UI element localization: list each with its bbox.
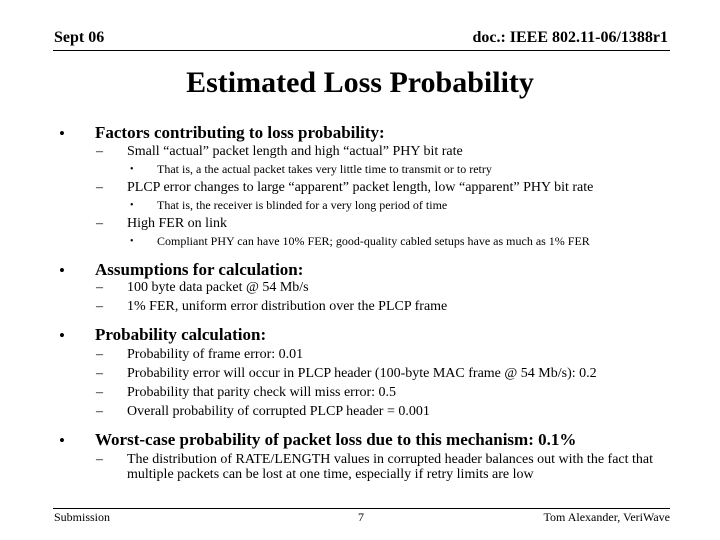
list-item: Probability error will occur in PLCP header (100-byte MAC frame @ 54 Mb/s): 0.2 (127, 366, 597, 381)
list-item: 100 byte data packet @ 54 Mb/s (127, 280, 309, 295)
header-date: Sept 06 (54, 29, 105, 46)
header-rule (53, 50, 670, 51)
footer-rule (53, 508, 670, 509)
dash-icon: – (96, 385, 103, 400)
bullet-icon: • (130, 236, 134, 247)
header-doc-id: doc.: IEEE 802.11-06/1388r1 (472, 29, 668, 46)
bullet-icon: • (59, 431, 65, 450)
dash-icon: – (96, 404, 103, 419)
dash-icon: – (96, 452, 103, 467)
bullet-icon: • (130, 200, 134, 211)
bullet-icon: • (130, 164, 134, 175)
bullet-icon: • (59, 124, 65, 143)
section-heading: Assumptions for calculation: (95, 260, 304, 279)
list-item: The distribution of RATE/LENGTH values in corrupted header balances out with the fact that multiple packets can be lost at one time, especially if retry limits are low (127, 452, 654, 482)
section-heading: Worst-case probability of packet loss due to this mechanism: 0.1% (95, 430, 577, 449)
dash-icon: – (96, 299, 103, 314)
dash-icon: – (96, 280, 103, 295)
dash-icon: – (96, 144, 103, 159)
sub-item: That is, the receiver is blinded for a very long period of time (157, 198, 448, 212)
list-item: PLCP error changes to large “apparent” packet length, low “apparent” PHY bit rate (127, 180, 594, 195)
list-item: Probability of frame error: 0.01 (127, 347, 304, 362)
sub-item: Compliant PHY can have 10% FER; good-quality cabled setups have as much as 1% FER (157, 234, 590, 248)
section-heading: Probability calculation: (95, 325, 267, 344)
footer-author: Tom Alexander, VeriWave (543, 510, 670, 524)
sub-item: That is, a the actual packet takes very little time to transmit or to retry (157, 162, 492, 176)
bullet-icon: • (59, 261, 65, 280)
list-item: Overall probability of corrupted PLCP header = 0.001 (127, 404, 430, 419)
section-heading: Factors contributing to loss probability: (95, 123, 385, 142)
bullet-icon: • (59, 326, 65, 345)
list-item: Probability that parity check will miss error: 0.5 (127, 385, 397, 400)
dash-icon: – (96, 180, 103, 195)
list-item: High FER on link (127, 216, 227, 231)
footer-submission: Submission (54, 510, 111, 524)
dash-icon: – (96, 216, 103, 231)
dash-icon: – (96, 366, 103, 381)
list-item: 1% FER, uniform error distribution over the PLCP frame (127, 299, 448, 314)
dash-icon: – (96, 347, 103, 362)
page-number: 7 (358, 510, 364, 524)
slide-title: Estimated Loss Probability (186, 66, 534, 99)
list-item: Small “actual” packet length and high “actual” PHY bit rate (127, 144, 463, 159)
